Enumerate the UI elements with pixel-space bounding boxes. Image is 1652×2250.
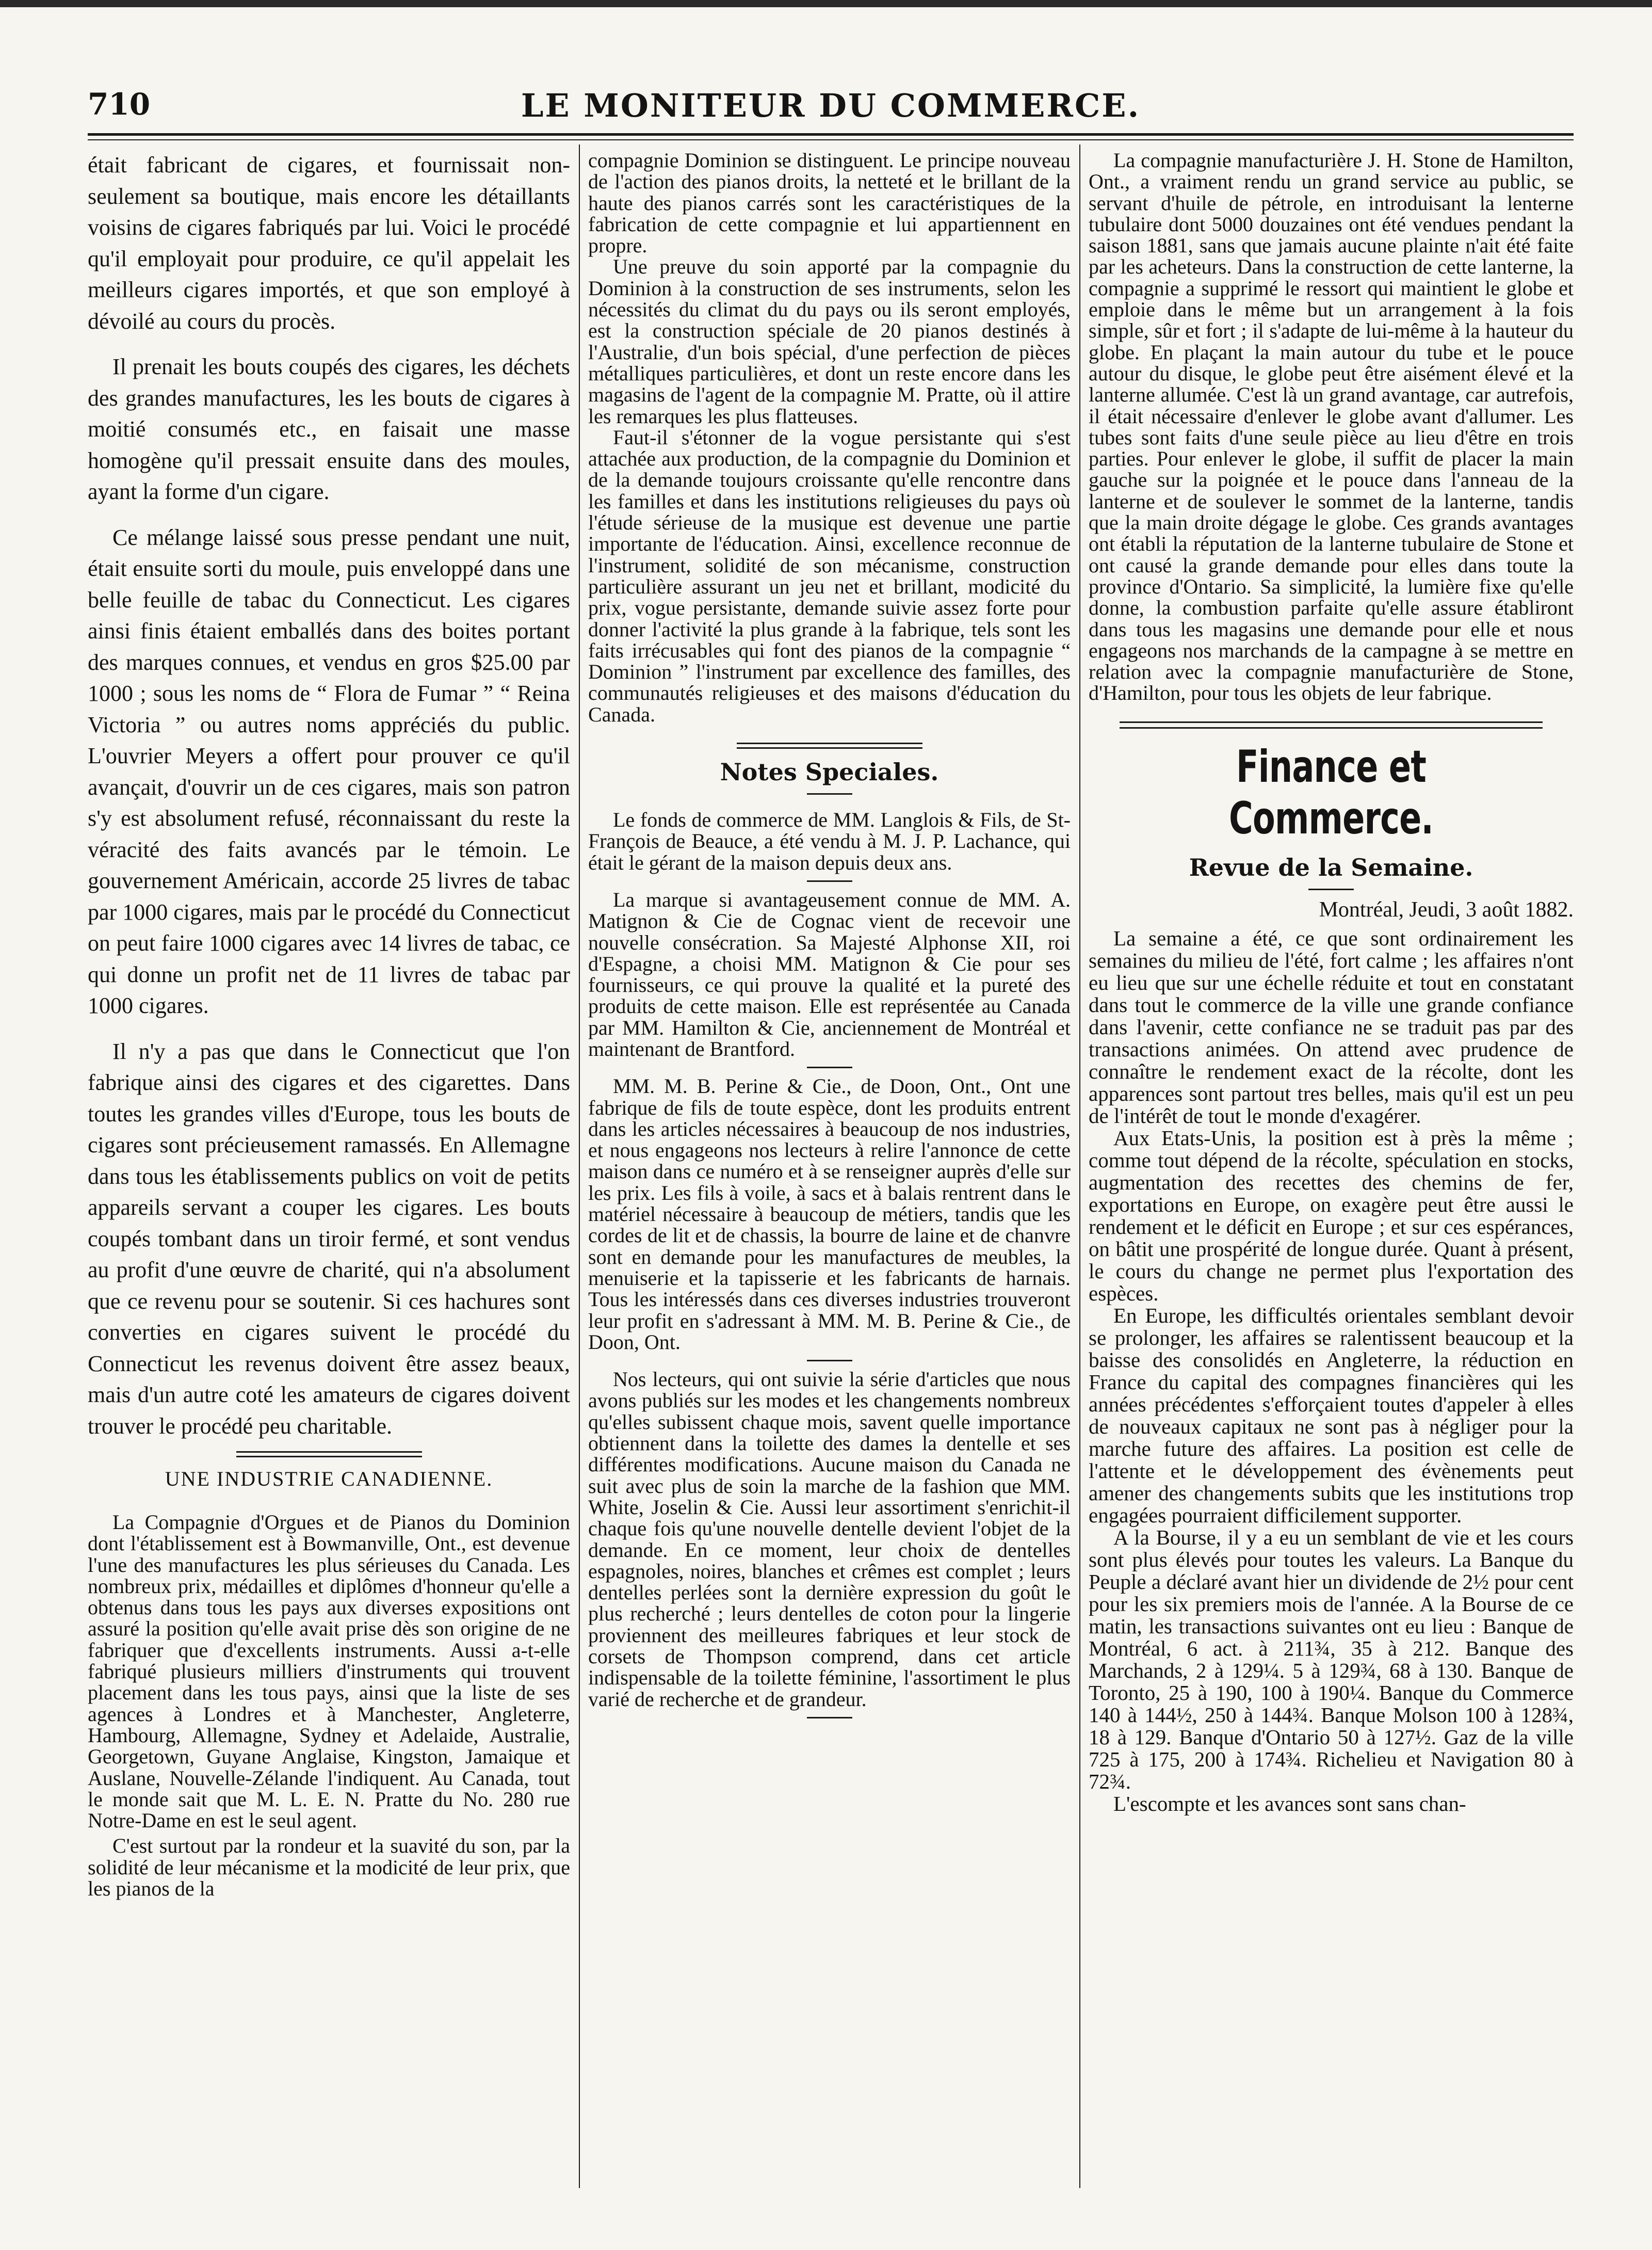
section-heading: Finance et Commerce. <box>1228 741 1433 844</box>
notice-paragraph: Nos lecteurs, qui ont suivie la série d'articles que nous avons publiés sur les modes et les changements nombreux qu'elles subissent chaque mois, savent quelle importance obtiennent dans la toilette des dames la dentelle et ses différentes modifications. Aucune maison du Canada ne suit avec plus de soin la marche de la fashion que MM. White, Joselin & Cie. Aussi leur assortiment s'enrichit-il chaque fois qu'une nouvelle dentelle devient l'objet de la demande. En ce moment, leur choix de dentelles espagnoles, noires, blanches et crêmes est complet ; leurs dentelles perlées sont la dernière expression du goût le plus recherché ; leurs dentelles de coton pour la lingerie proviennent des meilleures fabriques et leur stock de corsets de Thompson comprend, dans cet article indispensable de la toilette féminine, l'assortiment le plus varié de recherche et de grandeur. <box>588 1368 1071 1711</box>
section-heading: Notes Speciales. <box>720 758 939 786</box>
section-divider <box>236 1451 422 1457</box>
running-head <box>88 87 1574 133</box>
journal-title: LE MONITEUR DU COMMERCE. <box>521 87 1141 124</box>
article-paragraph: était fabricant de cigares, et fournissait non-seulement sa boutique, mais encore les détaillants voisins de cigares fabriqués par lui. Voici le procédé qu'il employait pour produire, ce qu'il appelait les meilleurs cigares importés, et que son employé à dévoilé au cours du procès. <box>88 152 570 334</box>
subsection-heading: Revue de la Semaine. <box>1189 853 1473 881</box>
column-divider <box>579 144 580 2188</box>
header-rule-thin <box>88 139 1574 140</box>
article-paragraph: Ce mélange laissé sous presse pendant une nuit, était ensuite sorti du moule, puis enveloppé dans une belle feuille de tabac du Connecticut. Les cigares ainsi finis étaient emballés dans des boites portant des marques connues, et vendus en gros $25.00 par 1000 ; sous les noms de “ Flora de Fumar ” “ Reina Victoria ” ou autres noms appréciés du public. L'ouvrier Meyers a offert pour prouver ce qu'il avançait, d'ouvrir un de ces cigares, mais son patron s'y est absolument refusé, réconnaissant du reste la véracité des faits avancés par le témoin. Le gouvernement Américain, accorde 25 livres de tabac par 1000 cigares, mais par le procédé du Connecticut on peut faire 1000 cigares avec 14 livres de tabac, ce qui donne un profit net de 11 livres de tabac par 1000 cigares. <box>88 524 570 1018</box>
column-divider <box>1079 144 1080 2188</box>
article-paragraph: L'escompte et les avances sont sans chan- <box>1113 1791 1466 1815</box>
article-paragraph: Une preuve du soin apporté par la compagnie du Dominion à la construction de ses instruments, selon les nécessités du climat du du pays ou ils seront employés, est la construction spéciale de 20 pianos destinés à l'Australie, d'un bois spécial, d'une perfection de pièces métalliques particulières, et dont un reste encore dans les magasins de l'agent de la compagnie M. Pratte, où il attire les remarques les plus flatteuses. <box>588 255 1071 428</box>
short-divider <box>807 1067 852 1068</box>
page-number: 710 <box>88 87 151 122</box>
article-paragraph: compagnie Dominion se distinguent. Le principe nouveau de l'action des pianos droits, la netteté et le brillant de la haute des pianos carrés sont les caractéristiques de la fabrication de cette compagnie et lui appartiennent en propre. <box>588 149 1071 258</box>
column-3 <box>1089 150 1574 1815</box>
article-paragraph: La semaine a été, ce que sont ordinairement les semaines du milieu de l'été, fort calme ; les affaires n'ont eu lieu que sur une échelle réduite et tout en constatant dans tout le commerce de la ville une grande confiance dans l'avenir, cette confiance ne se traduit pas par des transactions animées. On attend avec prudence de connaître le rendement exact de la récolte, dont les apparences sont partout tres belles, mais qu'il est un peu de l'intérêt de tout le monde d'exagérer. <box>1089 926 1574 1128</box>
article-heading: UNE INDUSTRIE CANADIENNE. <box>165 1467 493 1490</box>
article-paragraph: Faut-il s'étonner de la vogue persistante qui s'est attachée aux production, de la compagnie du Dominion et de la demande toujours croissante qu'elle rencontre dans les familles et dans les institutions religieuses du pays où l'étude sérieuse de la musique est devenue une partie importante de l'éducation. Ainsi, excellence reconnue de l'instrument, solidité de son mécanisme, construction particulière assurant un jeu net et brillant, modicité du prix, vogue persistante, demande suivie assez forte pour donner l'activité la plus grande à la fabrique, tels sont les faits irrécusables qui font des pianos de la compagnie “ Dominion ” l'instrument par excellence des familles, des communautés religieuses et des maisons d'éducation du Canada. <box>588 425 1071 726</box>
article-paragraph: Il n'y a pas que dans le Connecticut que l'on fabrique ainsi des cigares et des cigarettes. Dans toutes les grandes villes d'Europe, tous les bouts de cigares sont précieusement ramassés. En Allemagne dans tous les établissements publics on voit de petits appareils servant a couper les cigares. Les bouts coupés tombant dans un tiroir fermé, et sont vendus au profit d'une œuvre de charité, qui n'a absolument que ce revenu pour se soutenir. Si ces hachures sont converties en cigares suivent le procédé du Connecticut les revenus doivent être assez beaux, mais d'un autre coté les amateurs de cigares doivent trouver le procédé peu charitable. <box>88 1038 570 1439</box>
short-divider <box>807 793 852 795</box>
article-paragraph: En Europe, les difficultés orientales semblant devoir se prolonger, les affaires se ralentissent beaucoup et la baisse des consolidés en Angleterre, la réduction en France du capital des compagnes financières qui les années précédentes s'efforçaient toutes d'appeler à elles de nouveaux capitaux ne sont pas à négliger pour la marche future des affaires. La position est celle de l'attente et le développement des évènements peut amener des changements subits que les institutions trop engagées pourraient difficilement supporter. <box>1089 1303 1574 1527</box>
dateline: Montréal, Jeudi, 3 août 1882. <box>1319 897 1574 922</box>
column-2 <box>588 150 1071 1726</box>
section-divider <box>1120 721 1543 729</box>
notice-paragraph: MM. M. B. Perine & Cie., de Doon, Ont., Ont une fabrique de fils de toute espèce, dont les produits entrent dans les articles nécessaires à beaucoup de nos industries, et nous engageons nos lecteurs à relire l'annonce de cette maison dans ce numéro et à se renseigner auprès d'elle sur les prix. Les fils à voile, à sacs et à balais rentrent dans le matériel nécessaire à beaucoup de métiers, tandis que les cordes de lit et de chassis, la bourre de laine et de chanvre sont en demande pour les manufactures de meubles, la menuiserie et la tapisserie et les fabricants de harnais. Tous les intéressés dans ces diverses industries trouveront leur profit en s'adressant à MM. M. B. Perine & Cie., de Doon, Ont. <box>588 1074 1071 1354</box>
notice-paragraph: Le fonds de commerce de MM. Langlois & Fils, de St-François de Beauce, a été vendu à M. J. P. Lachance, qui était le gérant de la maison depuis deux ans. <box>588 808 1071 874</box>
short-divider <box>1308 889 1354 890</box>
page-top-border <box>0 0 1652 7</box>
notice-paragraph: La compagnie manufacturière J. H. Stone de Hamilton, Ont., a vraiment rendu un grand service au public, se servant d'huile de pétrole, en introduisant la lenterne tubulaire dont 5000 douzaines ont été vendues pendant la saison 1881, sans que jamais aucune plainte n'ait été faite par les acheteurs. Dans la construction de cette lanterne, la compagnie a supprimé le ressort qui maintient le globe et emploie dans le même but un arrangement à la fois simple, sûr et fort ; il s'adapte de lui-même à la hauteur du globe. En plaçant la main autour du tube et le pouce autour du disque, le globe peut être aisément élevé et la lanterne allumée. C'est là un grand avantage, car autrefois, il était nécessaire d'enlever le globe avant d'allumer. Les tubes sont faits d'une seule pièce au lieu d'être en trois parties. Pour enlever le globe, il suffit de placer la main gauche sur la poignée et le pouce dans l'anneau de la lanterne et de soulever le sommet de la lanterne, tandis que la main droite dégage le globe. Ces grands avantages ont établi la réputation de la lanterne tubulaire de Stone et ont causé la grande demande pour elles dans toute la province d'Ontario. Sa simplicité, la lumière fixe qu'elle donne, la combustion parfaite qu'elle assure établiront dans tous les magasins une demande pour elle et nous engageons nos marchands de la campagne à se mettre en relation avec la compagnie manufacturière de Stone, d'Hamilton, pour tous les objets de leur fabrique. <box>1089 149 1574 705</box>
header-rule-thick <box>88 133 1574 136</box>
short-divider <box>807 1360 852 1361</box>
column-1 <box>88 150 570 1899</box>
article-paragraph: Il prenait les bouts coupés des cigares, les déchets des grandes manufactures, les les bouts de cigares à moitié consumés etc., en faisait une masse homogène qu'il pressait ensuite dans des moules, ayant la forme d'un cigare. <box>88 354 570 504</box>
notice-paragraph: La marque si avantageusement connue de MM. A. Matignon & Cie de Cognac vient de recevoir une nouvelle consécration. Sa Majesté Alphonse XII, roi d'Espagne, a choisi MM. Matignon & Cie pour ses fournisseurs, ce qui prouve la qualité et la pureté des produits de cette maison. Elle est représentée au Canada par MM. Hamilton & Cie, anciennement de Montréal et maintenant de Brantford. <box>588 888 1071 1060</box>
short-divider <box>807 880 852 882</box>
article-paragraph: La Compagnie d'Orgues et de Pianos du Dominion dont l'établissement est à Bowmanville, Ont., est devenue l'une des manufactures les plus sérieuses du Canada. Les nombreux prix, médailles et diplômes d'honneur qu'elle a obtenus dans tous les pays aux diverses expositions ont assuré la position qu'elle avait prise dès son origine de ne fabriquer que d'excellents instruments. Aussi a-t-elle fabriqué plusieurs milliers d'instruments qui trouvent placement dans les tous pays, ainsi que la liste de ses agences à Londres et à Manchester, Angleterre, Hambourg, Allemagne, Sydney et Adelaide, Australie, Georgetown, Guyane Anglaise, Kingston, Jamaique et Auslane, Nouvelle-Zélande l'indiquent. Au Canada, tout le monde sait que M. L. E. N. Pratte du No. 280 rue Notre-Dame en est le seul agent. <box>88 1510 570 1833</box>
short-divider <box>807 1717 852 1718</box>
article-paragraph: Aux Etats-Unis, la position est à près la même ; comme tout dépend de la récolte, spéculation en stocks, augmentation des recettes des chemins de fer, exportations en Europe, on exagère peut être aussi le rendement et le déficit en Europe ; et sur ces espérances, on bâtit une prospérité de longue durée. Quant à présent, le cours du change ne permet plus l'exportation des espèces. <box>1089 1126 1574 1305</box>
article-paragraph: A la Bourse, il y a eu un semblant de vie et les cours sont plus élevés pour toutes les valeurs. La Banque du Peuple a déclaré avant hier un dividende de 2½ pour cent pour les six premiers mois de l'année. A la Bourse de ce matin, les transactions suivantes ont eu lieu : Banque de Montréal, 6 act. à 211¾, 35 à 212. Banque des Marchands, 2 à 129¼. 5 à 129¾, 68 à 130. Banque de Toronto, 25 à 190, 100 à 190¼. Banque du Commerce 140 à 144½, 250 à 144¾. Banque Molson 100 à 128¾, 18 à 129. Banque d'Ontario 50 à 127½. Gaz de la ville 725 à 175, 200 à 174¾. Richelieu et Navigation 80 à 72¾. <box>1089 1525 1574 1793</box>
section-divider <box>737 743 922 749</box>
article-paragraph: C'est surtout par la rondeur et la suavité du son, par la solidité de leur mécanisme et la modicité de leur prix, que les pianos de la <box>88 1834 570 1901</box>
